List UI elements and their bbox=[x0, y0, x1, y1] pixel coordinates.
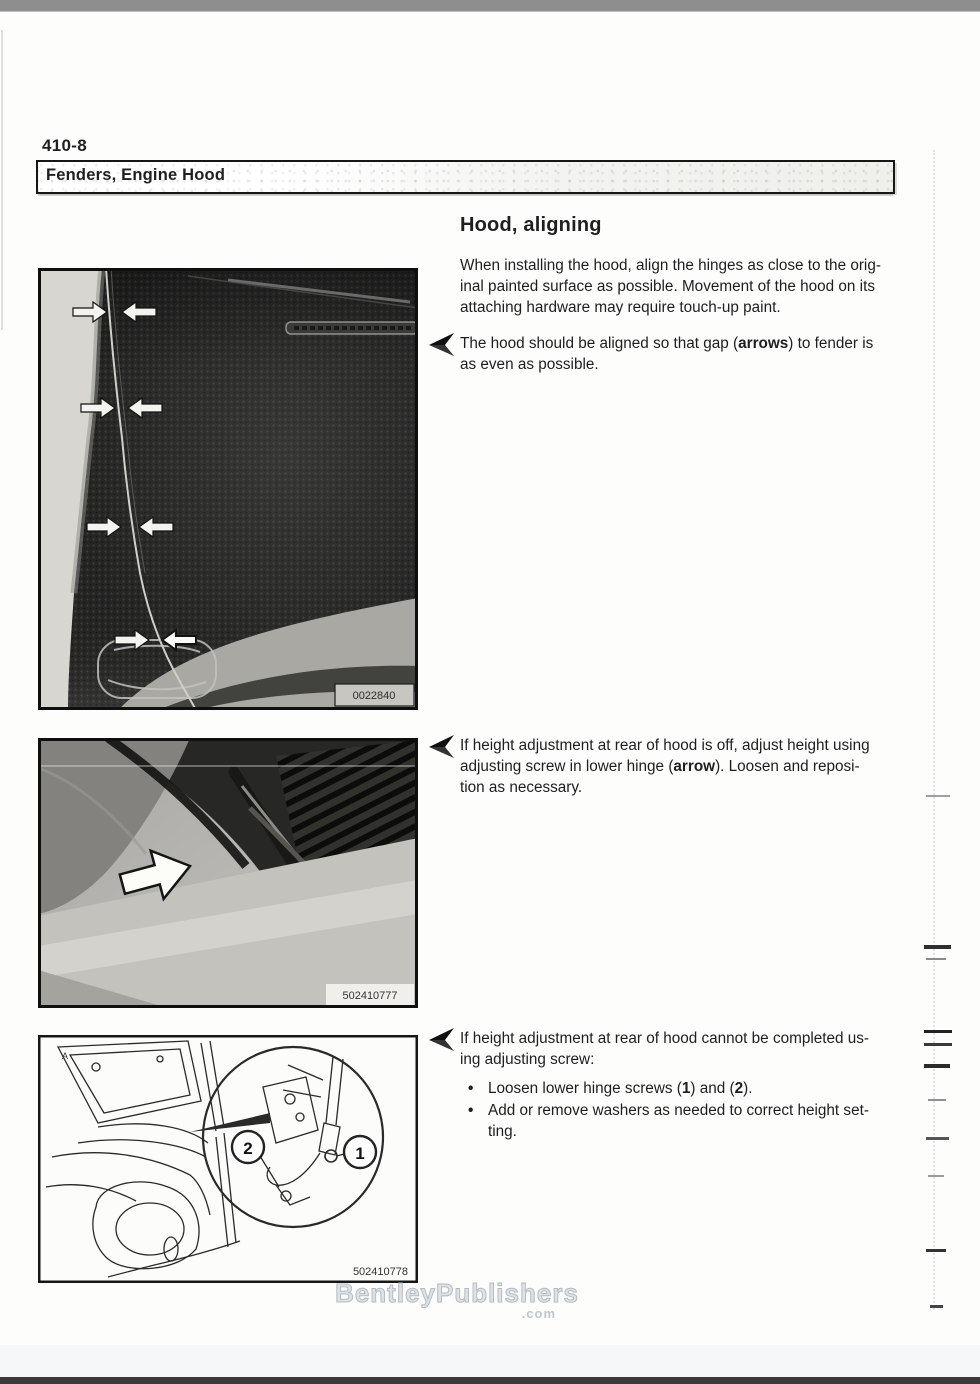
watermark-domain: .com bbox=[521, 1306, 556, 1321]
inset-label-1: 1 bbox=[355, 1144, 365, 1163]
inset-label-2: 2 bbox=[243, 1139, 253, 1158]
section-title-box bbox=[36, 160, 895, 194]
page-number: 410-8 bbox=[42, 136, 87, 155]
figure-caption: 0022840 bbox=[352, 690, 396, 702]
callout-arrow-icon bbox=[428, 1027, 455, 1051]
figure-hinge-drawing bbox=[38, 1035, 418, 1283]
text-line: ting. bbox=[488, 1123, 517, 1140]
text-line: inal painted surface as possible. Movement of the hood on its bbox=[460, 278, 875, 295]
text-line: Loosen lower hinge screws (1) and (2). bbox=[488, 1080, 753, 1097]
callout-height-adjust bbox=[460, 735, 870, 798]
scan-left-edge bbox=[1, 30, 3, 330]
text-line: tion as necessary. bbox=[460, 779, 583, 796]
text-line: ing adjusting screw: bbox=[460, 1051, 595, 1068]
text-line: attaching hardware may require touch-up paint. bbox=[460, 299, 781, 316]
callout-washers bbox=[460, 1028, 869, 1070]
text-line: adjusting screw in lower hinge (arrow). Loosen and reposi- bbox=[460, 758, 860, 775]
text-line: as even as possible. bbox=[460, 356, 599, 373]
bullet-dot: • bbox=[468, 1080, 474, 1097]
hinge-drawing bbox=[38, 1035, 418, 1283]
text-line: Add or remove washers as needed to correct height set- bbox=[488, 1102, 869, 1119]
callout-arrow-icon bbox=[428, 734, 455, 758]
scan-lower-tint bbox=[0, 1345, 980, 1377]
figure-caption: 502410778 bbox=[352, 1266, 408, 1278]
drawing-corner-label: A bbox=[62, 1051, 69, 1061]
hood-gap-photo bbox=[38, 268, 418, 710]
page-heading: Hood, aligning bbox=[460, 214, 602, 236]
callout-gap bbox=[460, 333, 873, 375]
scan-bottom-bar bbox=[0, 1377, 980, 1384]
section-title: Fenders, Engine Hood bbox=[46, 166, 226, 184]
watermark bbox=[332, 1278, 582, 1321]
scan-dotted-line bbox=[933, 150, 935, 1310]
bullet-dot: • bbox=[468, 1102, 474, 1119]
intro-paragraph bbox=[460, 255, 881, 318]
callout-arrow-icon bbox=[428, 332, 455, 356]
scan-top-bar bbox=[0, 0, 980, 12]
figure-caption: 502410777 bbox=[342, 990, 398, 1002]
text-line: If height adjustment at rear of hood is off, adjust height using bbox=[460, 737, 870, 754]
text-line: When installing the hood, align the hinges as close to the orig- bbox=[460, 257, 881, 274]
text-line: If height adjustment at rear of hood cannot be completed us- bbox=[460, 1030, 870, 1047]
figure-hinge-photo bbox=[38, 738, 418, 1008]
figure-hood-gap-photo bbox=[38, 268, 418, 710]
hinge-photo bbox=[38, 738, 418, 1008]
watermark-name: BentleyPublishers bbox=[335, 1278, 579, 1308]
text-line: The hood should be aligned so that gap (arrows) to fender is bbox=[460, 335, 874, 352]
